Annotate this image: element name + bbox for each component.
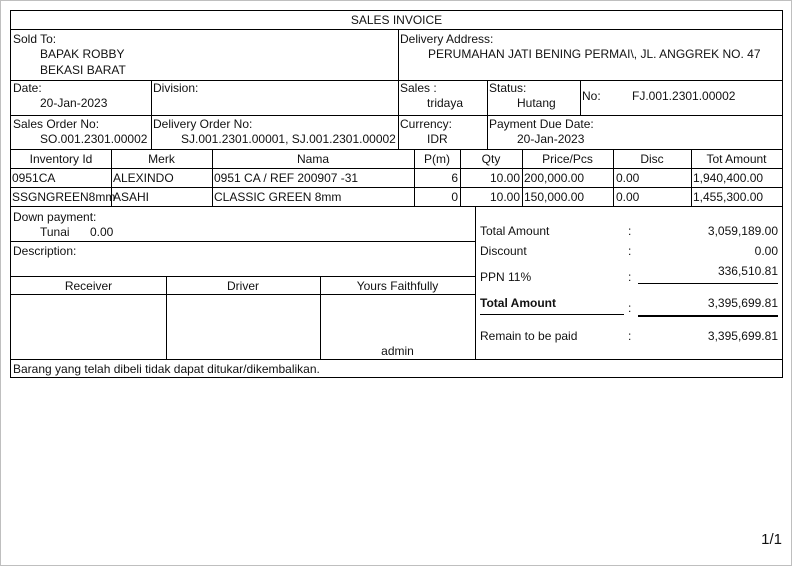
sold-to-name: BAPAK ROBBY [40,47,125,61]
sales-order-label: Sales Order No: [13,117,100,131]
remain-value: 3,395,699.81 [707,329,778,343]
down-payment-amount: 0.00 [90,225,114,239]
delivery-address-label: Delivery Address: [400,32,494,46]
table-cell-price: 150,000.00 [524,190,585,204]
table-cell-nama: 0951 CA / REF 200907 -31 [214,171,359,185]
sales-value: tridaya [427,96,464,110]
col-header-nama: Nama [296,152,329,166]
date-label: Date: [13,81,42,95]
ppn-label: PPN 11% [480,270,532,284]
table-cell-inventory-id: 0951CA [12,171,56,185]
receiver-label: Receiver [64,279,113,293]
table-cell-tot-amount: 1,940,400.00 [693,171,764,185]
col-header-qty: Qty [481,152,501,166]
table-cell-merk: ASAHI [113,190,150,204]
table-cell-merk: ALEXINDO [113,171,174,185]
page-number: 1/1 [761,531,782,548]
driver-label: Driver [227,279,259,293]
currency-value: IDR [427,132,448,146]
down-payment-label: Down payment: [13,210,97,224]
footer-note: Barang yang telah dibeli tidak dapat ditukar/dikembalikan. [13,362,320,376]
total-amount-value: 3,059,189.00 [707,224,778,238]
col-header-merk: Merk [148,152,175,166]
grand-total-colon: : [628,301,632,315]
currency-label: Currency: [400,117,453,131]
sales-label: Sales : [400,81,437,95]
payment-due-label: Payment Due Date: [489,117,594,131]
sold-to-label: Sold To: [13,32,57,46]
table-cell-nama: CLASSIC GREEN 8mm [214,190,342,204]
signer-name: admin [381,344,414,358]
table-cell-price: 200,000.00 [524,171,585,185]
sales-order-value: SO.001.2301.00002 [40,132,148,146]
col-header-tot-amount: Tot Amount [706,152,767,166]
col-header-price: Price/Pcs [542,152,593,166]
status-value: Hutang [517,96,556,110]
col-header-inventory-id: Inventory Id [29,152,93,166]
discount-colon: : [628,244,632,258]
discount-value: 0.00 [754,244,778,258]
status-label: Status: [489,81,527,95]
grand-total-value: 3,395,699.81 [707,296,778,310]
table-cell-disc: 0.00 [616,171,640,185]
payment-due-value: 20-Jan-2023 [517,132,585,146]
table-cell-pm: 0 [451,190,458,204]
col-header-pm: P(m) [424,152,450,166]
invoice-no-label: No: [582,89,601,103]
invoice-document [10,10,783,378]
table-cell-inventory-id: SSGNGREEN8mm [12,190,116,204]
ppn-value: 336,510.81 [717,264,778,278]
col-header-disc: Disc [640,152,664,166]
date-value: 20-Jan-2023 [40,96,108,110]
remain-label: Remain to be paid [480,329,578,343]
table-cell-qty: 10.00 [489,171,520,185]
invoice-title: SALES INVOICE [350,13,443,27]
discount-label: Discount [480,244,527,258]
total-amount-colon: : [628,224,632,238]
remain-colon: : [628,329,632,343]
grand-total-label: Total Amount [480,296,556,310]
division-label: Division: [153,81,199,95]
yours-faithfully-label: Yours Faithfully [356,279,439,293]
table-cell-disc: 0.00 [616,190,640,204]
ppn-colon: : [628,270,632,284]
description-label: Description: [13,244,77,258]
invoice-no-value: FJ.001.2301.00002 [632,89,736,103]
delivery-order-value: SJ.001.2301.00001, SJ.001.2301.00002 [181,132,396,146]
sold-to-city: BEKASI BARAT [40,63,126,77]
table-cell-pm: 6 [451,171,458,185]
delivery-address-value: PERUMAHAN JATI BENING PERMAI\, JL. ANGGREK NO. 47 [428,47,761,61]
table-cell-qty: 10.00 [489,190,520,204]
delivery-order-label: Delivery Order No: [153,117,253,131]
down-payment-method: Tunai [40,225,70,239]
table-cell-tot-amount: 1,455,300.00 [693,190,764,204]
total-amount-label: Total Amount [480,224,550,238]
